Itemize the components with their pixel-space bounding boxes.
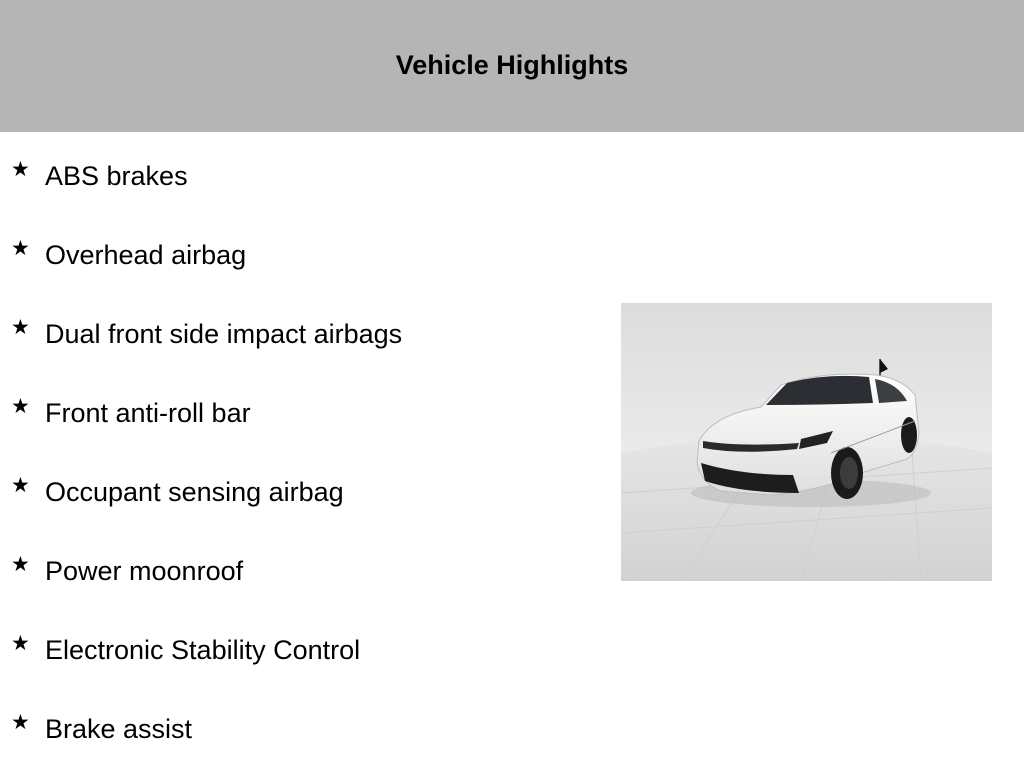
- star-icon: ★: [11, 632, 30, 655]
- star-icon: ★: [11, 237, 30, 260]
- feature-label: Electronic Stability Control: [45, 635, 361, 665]
- feature-label: ABS brakes: [45, 161, 188, 191]
- star-icon: ★: [11, 553, 30, 576]
- feature-label: Dual front side impact airbags: [45, 319, 403, 349]
- star-icon: ★: [11, 158, 30, 181]
- page-header: [0, 0, 1024, 132]
- vehicle-photo[interactable]: [621, 303, 992, 581]
- star-icon: ★: [11, 711, 30, 734]
- star-icon: ★: [11, 474, 30, 497]
- car-image: [621, 303, 992, 581]
- star-icon: ★: [11, 395, 30, 418]
- feature-label: Occupant sensing airbag: [45, 477, 344, 507]
- star-icon: ★: [11, 316, 30, 339]
- feature-label: Front anti-roll bar: [45, 398, 251, 428]
- feature-label: Power moonroof: [45, 556, 244, 586]
- feature-label: Overhead airbag: [45, 240, 247, 270]
- feature-label: Brake assist: [45, 714, 193, 744]
- page-title: Vehicle Highlights: [395, 49, 629, 80]
